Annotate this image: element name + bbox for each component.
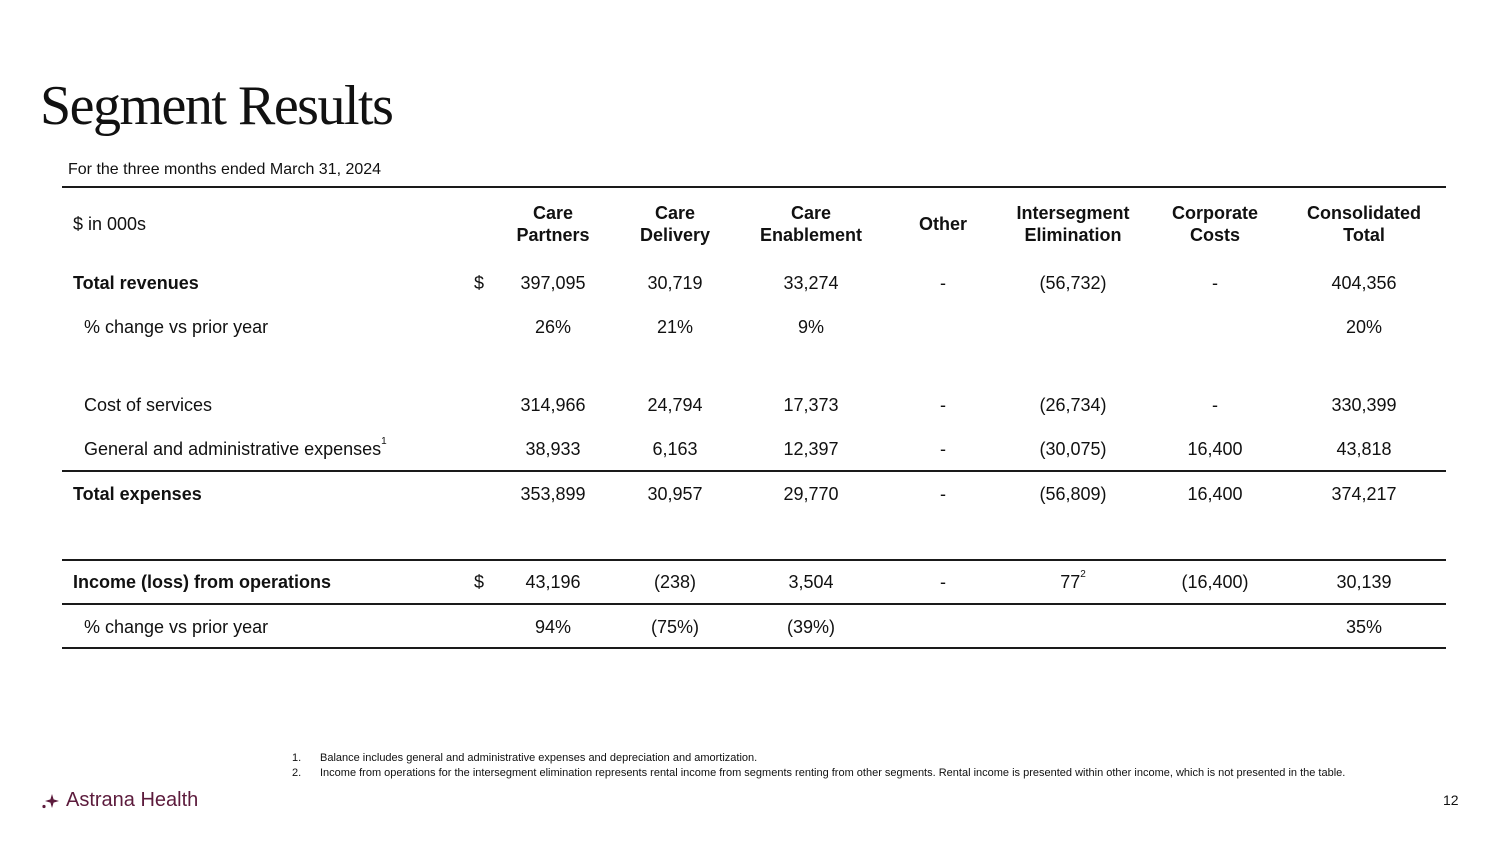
cell-care-partners: 26% xyxy=(534,317,572,337)
cell-consolidated: 43,818 xyxy=(1336,439,1392,459)
page-number: 12 xyxy=(1443,792,1459,808)
cell-care-partners: 353,899 xyxy=(520,484,586,504)
table-rule xyxy=(62,603,1446,605)
cell-corporate: - xyxy=(1212,395,1218,415)
cell-other: - xyxy=(940,572,946,592)
row-label: Total expenses xyxy=(73,484,202,504)
cell-care-partners: 43,196 xyxy=(525,572,581,592)
cell-consolidated: 30,139 xyxy=(1336,572,1392,592)
cell-corporate: 16,400 xyxy=(1187,484,1243,504)
cell-care-enablement: 12,397 xyxy=(783,439,839,459)
cell-care-enablement: 33,274 xyxy=(783,273,839,293)
cell-intersegment: (56,732) xyxy=(1039,273,1107,293)
cell-intersegment: (30,075) xyxy=(1039,439,1107,459)
cell-other: - xyxy=(940,484,946,504)
col-header-corporate-costs: Corporate Costs xyxy=(1171,203,1259,245)
footnote-item: 2. Income from operations for the intersegment elimination represents rental income from segments renting from other segments. Rental income is presented within other income, which is not presented in the table. xyxy=(292,767,1346,779)
cell-other: - xyxy=(940,395,946,415)
cell-corporate: (16,400) xyxy=(1181,572,1249,592)
currency-symbol: $ xyxy=(474,572,485,592)
cell-care-delivery: 24,794 xyxy=(647,395,703,415)
cell-care-enablement: 17,373 xyxy=(783,395,839,415)
cell-care-enablement: (39%) xyxy=(786,617,836,637)
cell-care-partners: 397,095 xyxy=(520,273,586,293)
table-rule xyxy=(62,559,1446,561)
logo-text: Astrana Health xyxy=(66,789,199,811)
company-logo xyxy=(40,789,198,812)
page-title: Segment Results xyxy=(40,75,393,137)
cell-intersegment: (26,734) xyxy=(1039,395,1107,415)
col-header-intersegment-elimination: Intersegment Elimination xyxy=(1016,203,1130,245)
cell-consolidated: 35% xyxy=(1345,617,1383,637)
period-subtitle: For the three months ended March 31, 2024 xyxy=(68,161,382,178)
footnote-marker: 1 xyxy=(381,436,387,447)
row-label: General and administrative expenses$^1$ xyxy=(84,436,387,459)
col-header-consolidated-total: Consolidated Total xyxy=(1306,203,1422,245)
cell-consolidated: 20% xyxy=(1345,317,1383,337)
table-bottom-rule xyxy=(62,647,1446,649)
footnote-marker: 2 xyxy=(1080,569,1086,580)
cell-corporate: 16,400 xyxy=(1187,439,1243,459)
cell-care-enablement: 29,770 xyxy=(783,484,839,504)
cell-corporate: - xyxy=(1212,273,1218,293)
cell-other: - xyxy=(940,439,946,459)
cell-care-delivery: 30,719 xyxy=(647,273,703,293)
row-label: Total revenues xyxy=(73,273,199,293)
table-top-rule xyxy=(62,186,1446,188)
sparkle-icon xyxy=(40,791,60,811)
row-label: % change vs prior year xyxy=(84,317,269,337)
cell-care-partners: 38,933 xyxy=(525,439,581,459)
row-label: Income (loss) from operations xyxy=(73,572,332,592)
col-header-other: Other xyxy=(918,214,968,234)
corner-label: $ in 000s xyxy=(73,214,147,234)
table-rule xyxy=(62,470,1446,472)
footnotes xyxy=(292,751,1352,781)
cell-intersegment: (56,809) xyxy=(1039,484,1107,504)
cell-care-delivery: 21% xyxy=(656,317,694,337)
cell-care-enablement: 3,504 xyxy=(788,572,834,592)
row-label: % change vs prior year xyxy=(84,617,269,637)
cell-care-enablement: 9% xyxy=(797,317,825,337)
col-header-care-partners: Care Partners xyxy=(516,203,590,245)
cell-care-delivery: 6,163 xyxy=(652,439,698,459)
cell-care-delivery: 30,957 xyxy=(647,484,703,504)
col-header-care-enablement: Care Enablement xyxy=(759,203,863,245)
cell-consolidated: 374,217 xyxy=(1331,484,1397,504)
cell-consolidated: 404,356 xyxy=(1331,273,1397,293)
col-header-care-delivery: Care Delivery xyxy=(639,203,711,245)
cell-care-partners: 314,966 xyxy=(520,395,586,415)
row-label: Cost of services xyxy=(84,395,213,415)
cell-other: - xyxy=(940,273,946,293)
footnote-item: 1. Balance includes general and administrative expenses and depreciation and amortization. xyxy=(292,752,758,764)
cell-care-delivery: (238) xyxy=(653,572,697,592)
cell-consolidated: 330,399 xyxy=(1331,395,1397,415)
currency-symbol: $ xyxy=(474,273,485,293)
cell-care-delivery: (75%) xyxy=(650,617,700,637)
cell-care-partners: 94% xyxy=(534,617,572,637)
cell-intersegment: $77^2$ xyxy=(1060,569,1086,592)
